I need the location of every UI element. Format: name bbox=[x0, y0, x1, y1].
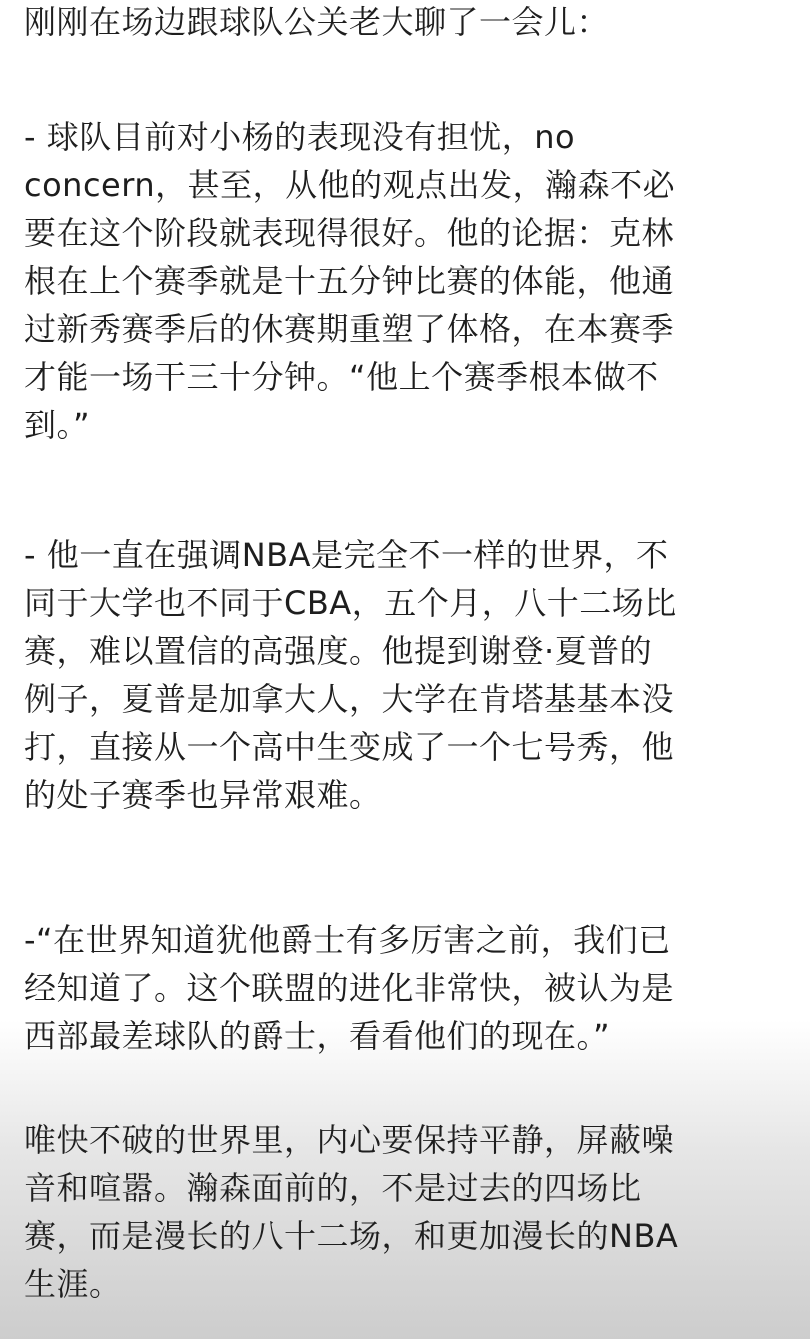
text-line: - 他一直在强调NBA是完全不一样的世界，不 bbox=[24, 536, 669, 574]
text-line: 经知道了。这个联盟的进化非常快，被认为是 bbox=[24, 969, 675, 1007]
paragraph-conclusion bbox=[24, 1116, 678, 1308]
text-line: 过新秀赛季后的休赛期重塑了体格，在本赛季 bbox=[24, 310, 675, 348]
text-line: 同于大学也不同于CBA，五个月，八十二场比 bbox=[24, 584, 677, 622]
text-line: 根在上个赛季就是十五分钟比赛的体能，他通 bbox=[24, 262, 675, 300]
text-line: 到。” bbox=[24, 406, 91, 444]
text-line: 的处子赛季也异常艰难。 bbox=[24, 776, 382, 814]
paragraph-jazz-quote bbox=[24, 916, 674, 1060]
text-line: 要在这个阶段就表现得很好。他的论据：克林 bbox=[24, 214, 675, 252]
text-line: - 球队目前对小杨的表现没有担忧，no bbox=[24, 118, 576, 156]
intro-paragraph bbox=[24, 0, 609, 46]
text-line: -“在世界知道犹他爵士有多厉害之前，我们已 bbox=[24, 921, 671, 959]
text-line: 例子，夏普是加拿大人，大学在肯塔基基本没 bbox=[24, 680, 675, 718]
text-line: 打，直接从一个高中生变成了一个七号秀，他 bbox=[24, 728, 675, 766]
text-line: 音和喧嚣。瀚森面前的，不是过去的四场比 bbox=[24, 1169, 642, 1207]
text-line: 唯快不破的世界里，内心要保持平静，屏蔽噪 bbox=[24, 1121, 675, 1159]
text-line: 才能一场干三十分钟。“他上个赛季根本做不 bbox=[24, 358, 659, 396]
text-line: 生涯。 bbox=[24, 1265, 122, 1303]
paragraph-no-concern bbox=[24, 113, 675, 449]
text-line: 赛，而是漫长的八十二场，和更加漫长的NBA bbox=[24, 1217, 679, 1255]
text-line: concern，甚至，从他的观点出发，瀚森不必 bbox=[24, 166, 676, 204]
text-line: 西部最差球队的爵士，看看他们的现在。” bbox=[24, 1017, 611, 1055]
text-line: 赛，难以置信的高强度。他提到谢登·夏普的 bbox=[24, 632, 653, 670]
paragraph-nba-world bbox=[24, 531, 677, 819]
text-line: 刚刚在场边跟球队公关老大聊了一会儿： bbox=[24, 3, 610, 41]
